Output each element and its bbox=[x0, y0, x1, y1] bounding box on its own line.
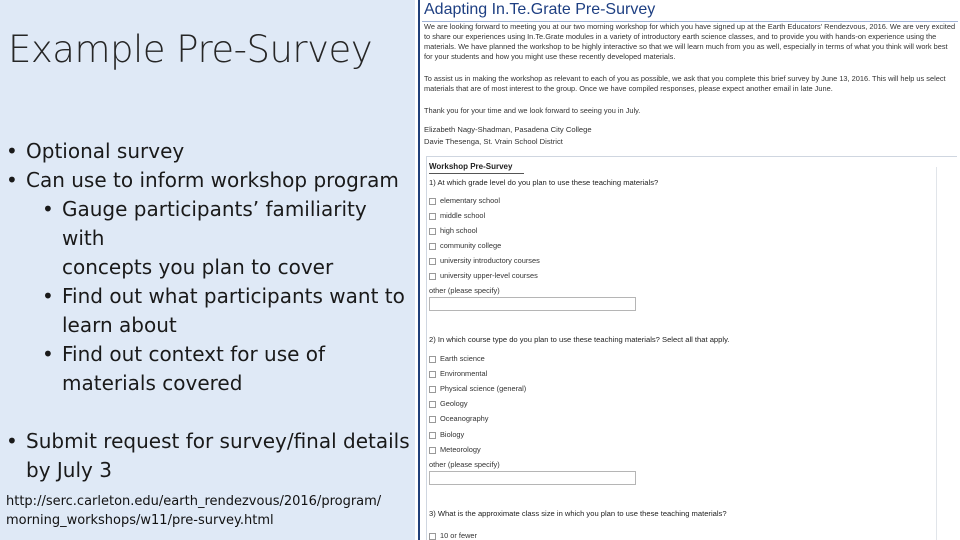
option-label: Earth science bbox=[440, 354, 485, 363]
survey-url-line-2[interactable]: morning_workshops/w11/pre-survey.html bbox=[6, 513, 274, 528]
checkbox[interactable] bbox=[429, 228, 436, 235]
intro-paragraph-1: We are looking forward to meeting you at our two morning workshop for which you have signed up at the Earth Educators' Rendezvous, 2016. We are very excited to share our experiences using In.Te.Grate modules in a variety of introductory earth science classes, and to provide you with hands-on experience using the materials. We have planned the workshop to be highly interactive so that we will learn much from you as well, especially in terms of what you think will work best for your students and how you might use these recently developed materials. bbox=[424, 22, 956, 61]
intro-paragraph-3: Thank you for your time and we look forward to seeing you in July. bbox=[424, 106, 641, 115]
author-2: Davie Thesenga, St. Vrain School District bbox=[424, 137, 563, 146]
q2-option-oceanography[interactable] bbox=[429, 414, 488, 423]
option-label: elementary school bbox=[440, 196, 500, 205]
intro-paragraph-2: To assist us in making the workshop as relevant to each of you as possible, we ask that you complete this brief survey by June 13, 2016. This will help us select materials that are of most interest to the group. Once we have compiled responses, please expect another email in late June. bbox=[424, 74, 946, 93]
subbullet-gauge-line-2: concepts you plan to cover bbox=[62, 255, 334, 279]
form-title: Workshop Pre-Survey bbox=[429, 162, 513, 171]
checkbox[interactable] bbox=[429, 273, 436, 280]
q1-option-elementary[interactable] bbox=[429, 196, 500, 205]
q2-other-label: other (please specify) bbox=[429, 460, 500, 469]
q2-other-input[interactable] bbox=[429, 471, 636, 485]
subbullet-wants-line-1: • Find out what participants want to bbox=[62, 284, 405, 308]
author-1: Elizabeth Nagy-Shadman, Pasadena City College bbox=[424, 125, 592, 134]
survey-url-line-1[interactable]: http://serc.carleton.edu/earth_rendezvous/2016/program/ bbox=[6, 494, 382, 509]
checkbox[interactable] bbox=[429, 447, 436, 454]
subbullet-gauge-line-1: • Gauge participants’ familiarity with bbox=[62, 197, 367, 250]
checkbox[interactable] bbox=[429, 243, 436, 250]
q1-other-input[interactable] bbox=[429, 297, 636, 311]
q1-option-middle[interactable] bbox=[429, 211, 485, 220]
slide-panel bbox=[0, 0, 415, 540]
option-label: university upper-level courses bbox=[440, 271, 538, 280]
question-1: 1) At which grade level do you plan to use these teaching materials? bbox=[429, 178, 659, 187]
q2-option-meteorology[interactable] bbox=[429, 445, 481, 454]
checkbox[interactable] bbox=[429, 386, 436, 393]
subbullet-find-wants bbox=[6, 282, 411, 340]
checkbox[interactable] bbox=[429, 198, 436, 205]
question-2: 2) In which course type do you plan to use these teaching materials? Select all that apply. bbox=[429, 335, 730, 344]
bullet-submit-request bbox=[6, 427, 411, 485]
survey-url[interactable] bbox=[6, 492, 411, 530]
q1-option-univ-upper[interactable] bbox=[429, 271, 538, 280]
q1-option-community[interactable] bbox=[429, 241, 501, 250]
slide-title: Example Pre-Survey bbox=[8, 28, 373, 71]
option-label: Environmental bbox=[440, 369, 488, 378]
q2-option-earth[interactable] bbox=[429, 354, 485, 363]
checkbox[interactable] bbox=[429, 416, 436, 423]
checkbox[interactable] bbox=[429, 356, 436, 363]
form-title-underline bbox=[429, 173, 524, 174]
checkbox[interactable] bbox=[429, 533, 436, 540]
question-3: 3) What is the approximate class size in which you plan to use these teaching materials? bbox=[429, 509, 727, 518]
subbullet-context-line-1: • Find out context for use of bbox=[62, 342, 326, 366]
q1-other-label: other (please specify) bbox=[429, 286, 500, 295]
option-label: Biology bbox=[440, 430, 465, 439]
bullet-inform-program: • Can use to inform workshop program bbox=[6, 166, 411, 195]
option-label: high school bbox=[440, 226, 478, 235]
subbullet-wants-line-2: learn about bbox=[62, 313, 177, 337]
survey-form bbox=[426, 156, 957, 540]
option-label: Geology bbox=[440, 399, 468, 408]
checkbox[interactable] bbox=[429, 401, 436, 408]
option-label: community college bbox=[440, 241, 502, 250]
option-label: university introductory courses bbox=[440, 256, 540, 265]
bullet-gap bbox=[6, 398, 411, 427]
q2-option-physical[interactable] bbox=[429, 384, 526, 393]
q1-option-univ-intro[interactable] bbox=[429, 256, 540, 265]
q2-option-biology[interactable] bbox=[429, 430, 464, 439]
checkbox[interactable] bbox=[429, 371, 436, 378]
option-label: 10 or fewer bbox=[440, 531, 477, 540]
bullet-submit-line-2: by July 3 bbox=[26, 458, 112, 482]
q3-option-10-or-fewer[interactable] bbox=[429, 531, 477, 540]
checkbox[interactable] bbox=[429, 213, 436, 220]
bullet-list bbox=[6, 137, 411, 485]
bullet-submit-line-1: • Submit request for survey/final details bbox=[26, 429, 410, 453]
bullet-optional-survey: • Optional survey bbox=[6, 137, 411, 166]
form-column-divider bbox=[936, 167, 937, 540]
subbullet-gauge-familiarity bbox=[6, 195, 411, 282]
option-label: middle school bbox=[440, 211, 486, 220]
option-label: Oceanography bbox=[440, 414, 489, 423]
checkbox[interactable] bbox=[429, 258, 436, 265]
q1-option-high[interactable] bbox=[429, 226, 477, 235]
checkbox[interactable] bbox=[429, 432, 436, 439]
survey-webpage-screenshot bbox=[418, 0, 960, 540]
q2-option-environmental[interactable] bbox=[429, 369, 487, 378]
subbullet-context-line-2: materials covered bbox=[62, 371, 243, 395]
q2-option-geology[interactable] bbox=[429, 399, 468, 408]
option-label: Meteorology bbox=[440, 445, 481, 454]
subbullet-find-context bbox=[6, 340, 411, 398]
webpage-title: Adapting In.Te.Grate Pre-Survey bbox=[424, 1, 656, 18]
option-label: Physical science (general) bbox=[440, 384, 527, 393]
